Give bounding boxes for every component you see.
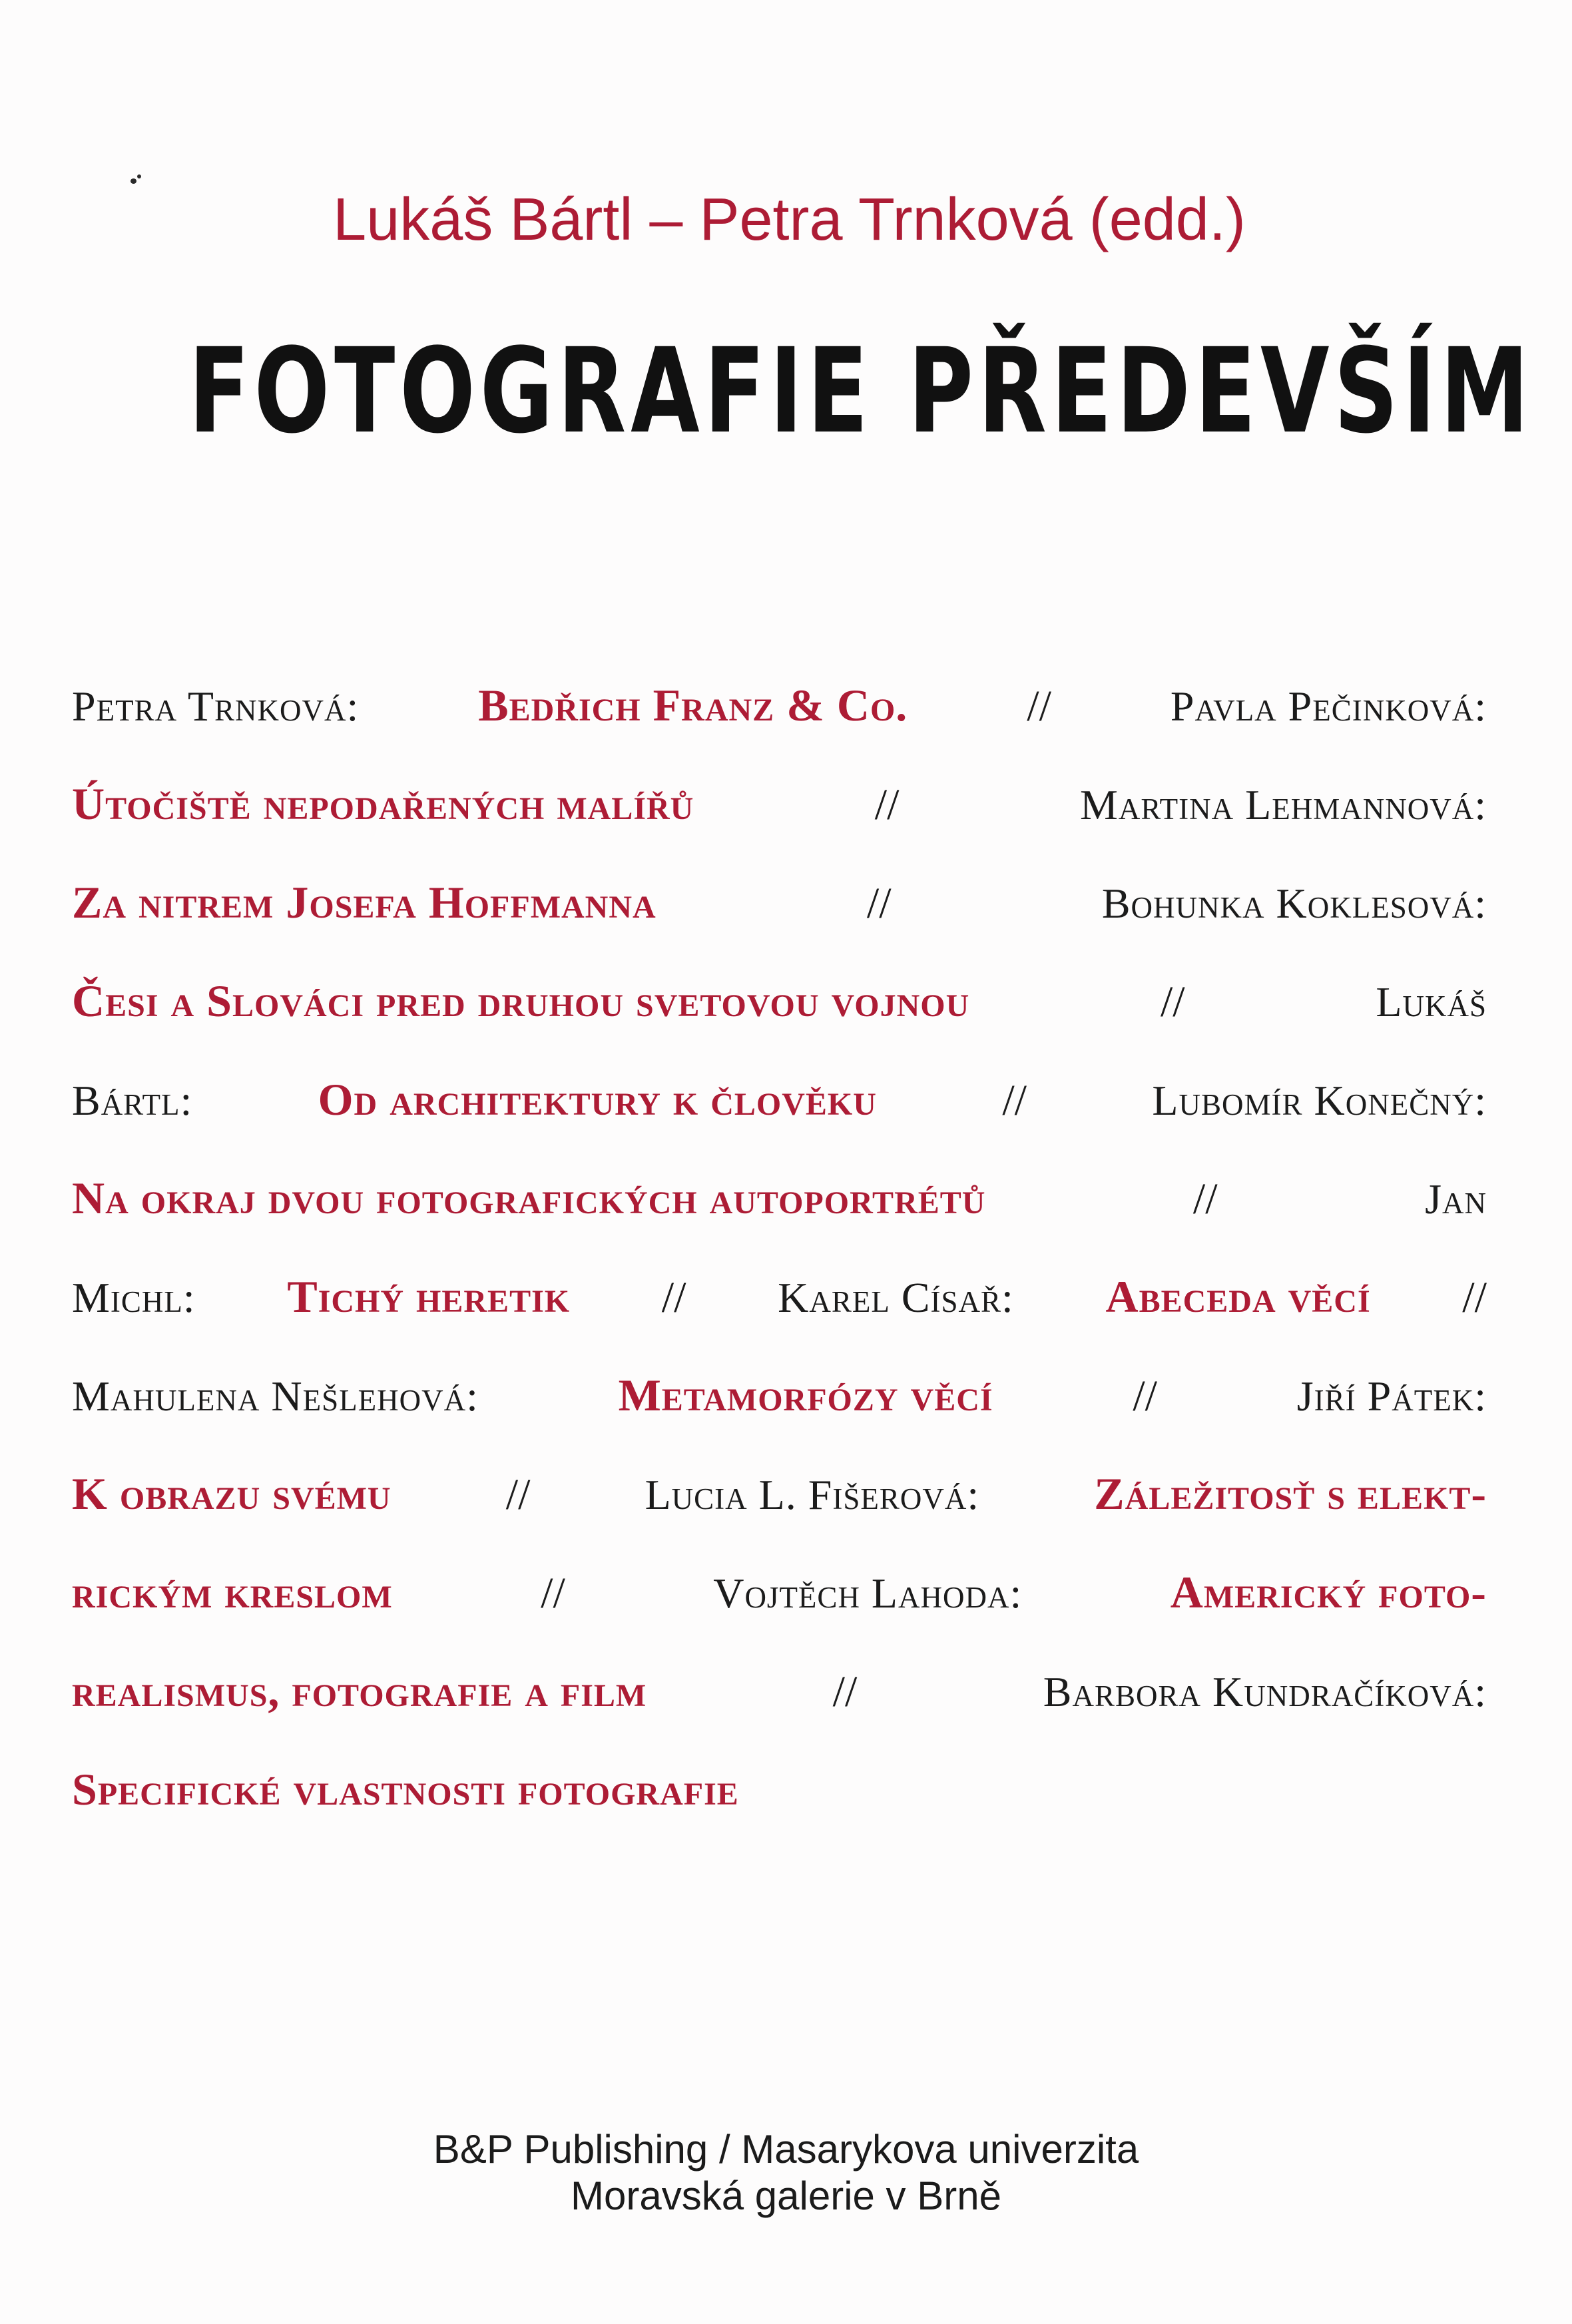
print-speck [131, 178, 136, 184]
separator: // [1192, 1175, 1218, 1223]
essay-title: Útočiště nepodařených malířů [72, 778, 694, 829]
separator: // [866, 879, 892, 928]
essay-title: Abeceda věcí [1105, 1271, 1371, 1322]
essay-title: Specifické vlastnosti fotografie [72, 1764, 739, 1815]
table-of-contents [72, 679, 1487, 1862]
editors-line: Lukáš Bártl – Petra Trnková (edd.) [333, 186, 1246, 253]
author-name: Karel Císař: [778, 1274, 1014, 1321]
contents-line [72, 1271, 1487, 1369]
contents-line [72, 876, 1487, 975]
contents-line [72, 1172, 1487, 1271]
author-name: Jan [1425, 1175, 1487, 1223]
author-name: Bártl: [72, 1077, 193, 1124]
essay-title: Na okraj dvou fotografických autoportrétů [72, 1173, 986, 1223]
author-name: Lubomír Konečný: [1152, 1077, 1487, 1124]
contents-line [72, 1369, 1487, 1468]
separator: // [832, 1667, 858, 1716]
essay-title: Americký foto- [1170, 1567, 1487, 1617]
essay-title: K obrazu svému [72, 1468, 392, 1519]
author-name: Pavla Pečinková: [1170, 683, 1487, 730]
contents-line [72, 1073, 1487, 1172]
author-name: Bohunka Koklesová: [1101, 880, 1487, 927]
author-name: Martina Lehmannová: [1079, 781, 1487, 828]
contents-line [72, 975, 1487, 1073]
author-name: Jiří Pátek: [1296, 1372, 1487, 1420]
separator: // [541, 1569, 565, 1617]
essay-title: realismus, fotografie a film [72, 1665, 647, 1716]
author-name: Michl: [72, 1274, 196, 1321]
separator: // [505, 1470, 531, 1519]
publisher-line: B&P Publishing / Masarykova univerzita [433, 2127, 1139, 2172]
author-name: Mahulena Nešlehová: [72, 1372, 479, 1420]
author-name: Lukáš [1376, 978, 1487, 1025]
separator: // [874, 780, 900, 829]
separator: // [661, 1273, 686, 1322]
separator: // [1002, 1076, 1027, 1125]
contents-line [72, 1665, 1487, 1763]
contents-line [72, 778, 1487, 876]
separator: // [1462, 1273, 1487, 1322]
author-name: Lucia L. Fišerová: [645, 1471, 980, 1518]
essay-title: Metamorfózy věcí [618, 1370, 993, 1420]
publisher-city-line: Moravská galerie v Brně [571, 2174, 1001, 2218]
separator: // [1133, 1372, 1157, 1420]
essay-title: Od architektury k člověku [318, 1074, 877, 1125]
separator: // [1160, 978, 1185, 1026]
essay-title: rickým kreslom [72, 1567, 393, 1617]
essay-title: Tichý heretik [287, 1271, 571, 1322]
book-title: FOTOGRAFIE PŘEDEVŠÍM [188, 323, 1534, 459]
essay-title: Česi a Slováci pred druhou svetovou vojnou [72, 976, 970, 1026]
contents-line [72, 1566, 1487, 1665]
author-name: Petra Trnková: [72, 683, 360, 730]
separator: // [1027, 682, 1051, 730]
essay-title: Bedřich Franz & Co. [478, 680, 908, 730]
contents-line [72, 679, 1487, 778]
essay-title: Záležitosť s elekt- [1094, 1468, 1487, 1519]
contents-line [72, 1468, 1487, 1566]
author-name: Barbora Kundračíková: [1043, 1668, 1487, 1715]
contents-line [72, 1763, 1487, 1862]
essay-title: Za nitrem Josefa Hoffmanna [72, 877, 656, 928]
print-speck [137, 174, 141, 178]
author-name: Vojtěch Lahoda: [713, 1570, 1023, 1617]
